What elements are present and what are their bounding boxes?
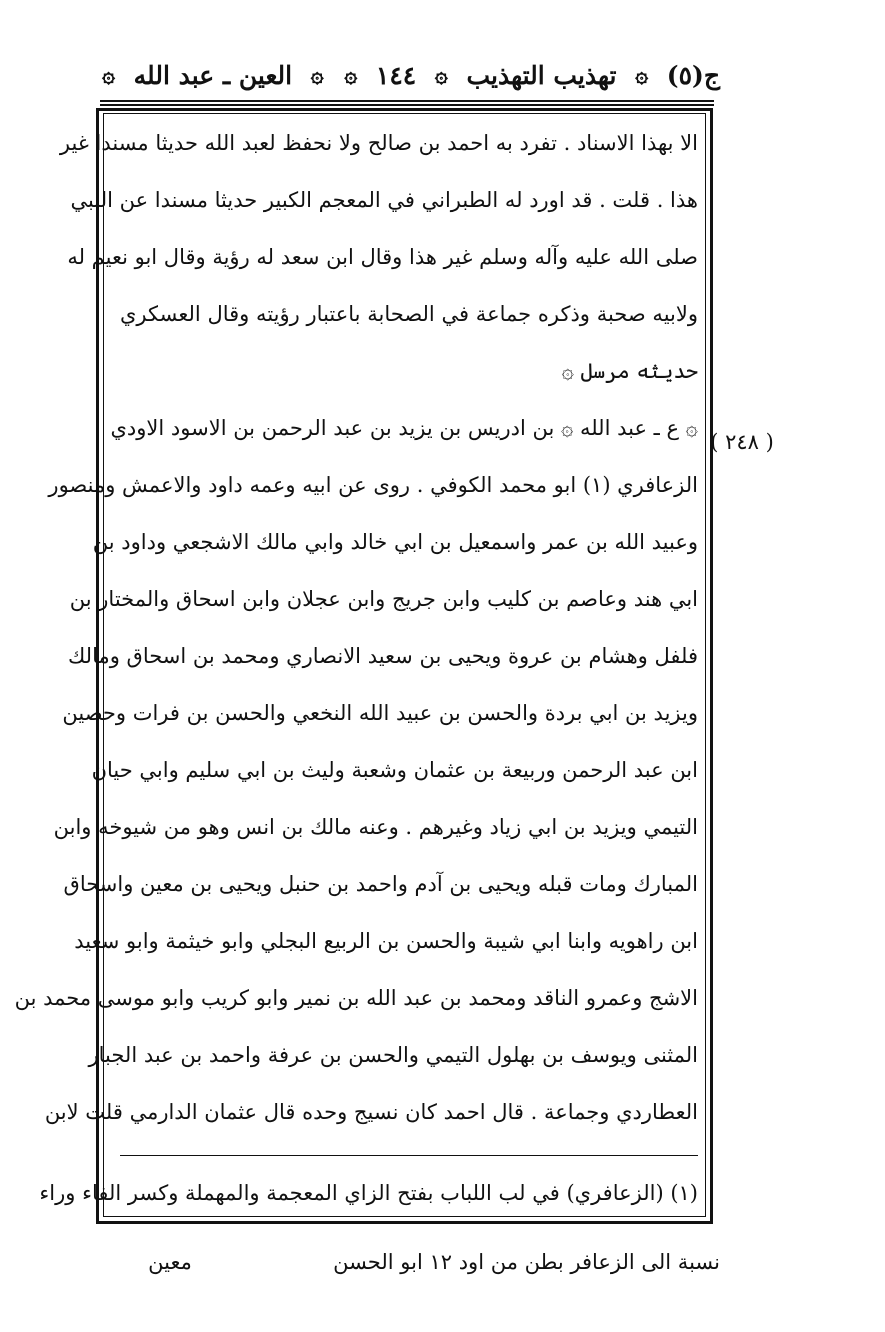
footnote-continuation: نسبة الى الزعافر بطن من اود ١٢ ابو الحسن (333, 1250, 720, 1274)
page-number: ١٤٤ (375, 60, 417, 90)
margin-entry-number: ( ٢٤٨ ) (710, 430, 774, 454)
entry-heading-line: ۞ ع ـ عبد الله ۞ بن ادريس بن يزيد بن عبد الرحمن بن الاسود الاودي (110, 416, 698, 440)
running-section-title: العين ـ عبد الله (133, 60, 293, 90)
header-rule-double (100, 104, 714, 106)
text-line-7: الزعافري (١) ابو محمد الكوفي . روى عن ابيه وعمه داود والاعمش ومنصور (48, 473, 698, 497)
text-line-14: المبارك ومات قبله ويحيى بن آدم واحمد بن حنبل ويحيى بن معين واسحاق (63, 872, 698, 896)
ornament-icon: ۞ (344, 62, 358, 88)
text-line-16: الاشج وعمرو الناقد ومحمد بن عبد الله بن نمير وابو كريب وابو موسى محمد بن (14, 986, 698, 1010)
text-line-8: وعبيد الله بن عمر واسمعيل بن ابي خالد وابي مالك الاشجعي وداود بن (92, 530, 698, 554)
text-line-3: صلى الله عليه وآله وسلم غير هذا وقال ابن سعد له رؤية وقال ابو نعيم له (67, 245, 698, 269)
text-line-17: المثنى ويوسف بن بهلول التيمي والحسن بن عرفة واحمد بن عبد الجبار (88, 1043, 698, 1067)
footnote-rule (120, 1155, 698, 1156)
running-volume: ج(٥) (666, 60, 720, 90)
text-line-13: التيمي ويزيد بن ابي زياد وغيرهم . وعنه مالك بن انس وهو من شيوخه وابن (53, 815, 698, 839)
text-line-12: ابن عبد الرحمن وربيعة بن عثمان وشعبة وليث بن ابي سليم وابي حيان (91, 758, 698, 782)
text-line-5: حديثه مرسل ۞ (561, 359, 698, 383)
catchword: معين (148, 1250, 192, 1274)
text-line-11: ويزيد بن ابي بردة والحسن بن عبيد الله النخعي والحسن بن فرات وحصين (62, 701, 698, 725)
ornament-icon: ۞ (434, 62, 448, 88)
text-line-15: ابن راهويه وابنا ابي شيبة والحسن بن الربيع البجلي وابو خيثمة وابو سعيد (74, 929, 698, 953)
footnote-text: (١) (الزعافري) في لب اللباب بفتح الزاي المعجمة والمهملة وكسر الفاء وراء (39, 1181, 698, 1205)
ornament-icon: ۞ (102, 62, 115, 88)
text-line-2: هذا . قلت . قد اورد له الطبراني في المعجم الكبير حديثا مسندا عن النبي (70, 188, 698, 212)
running-book-title: تهذيب التهذيب (466, 60, 617, 90)
text-line-4: ولابيه صحبة وذكره جماعة في الصحابة باعتبار رؤيته وقال العسكري (120, 302, 698, 326)
page-header (100, 46, 720, 104)
text-line-1: الا بهذا الاسناد . تفرد به احمد بن صالح ولا نحفظ لعبد الله حديثا مسندا غير (59, 131, 698, 155)
ornament-icon: ۞ (310, 62, 324, 88)
text-line-10: فلفل وهشام بن عروة ويحيى بن سعيد الانصاري ومحمد بن اسحاق ومالك (67, 644, 698, 668)
text-line-18: العطاردي وجماعة . قال احمد كان نسيج وحده قال عثمان الدارمي قلت لابن (44, 1100, 698, 1124)
text-line-9: ابي هند وعاصم بن كليب وابن جريج وابن عجلان وابن اسحاق والمختار بن (69, 587, 698, 611)
ornament-icon: ۞ (635, 62, 649, 88)
header-rule (100, 100, 714, 102)
